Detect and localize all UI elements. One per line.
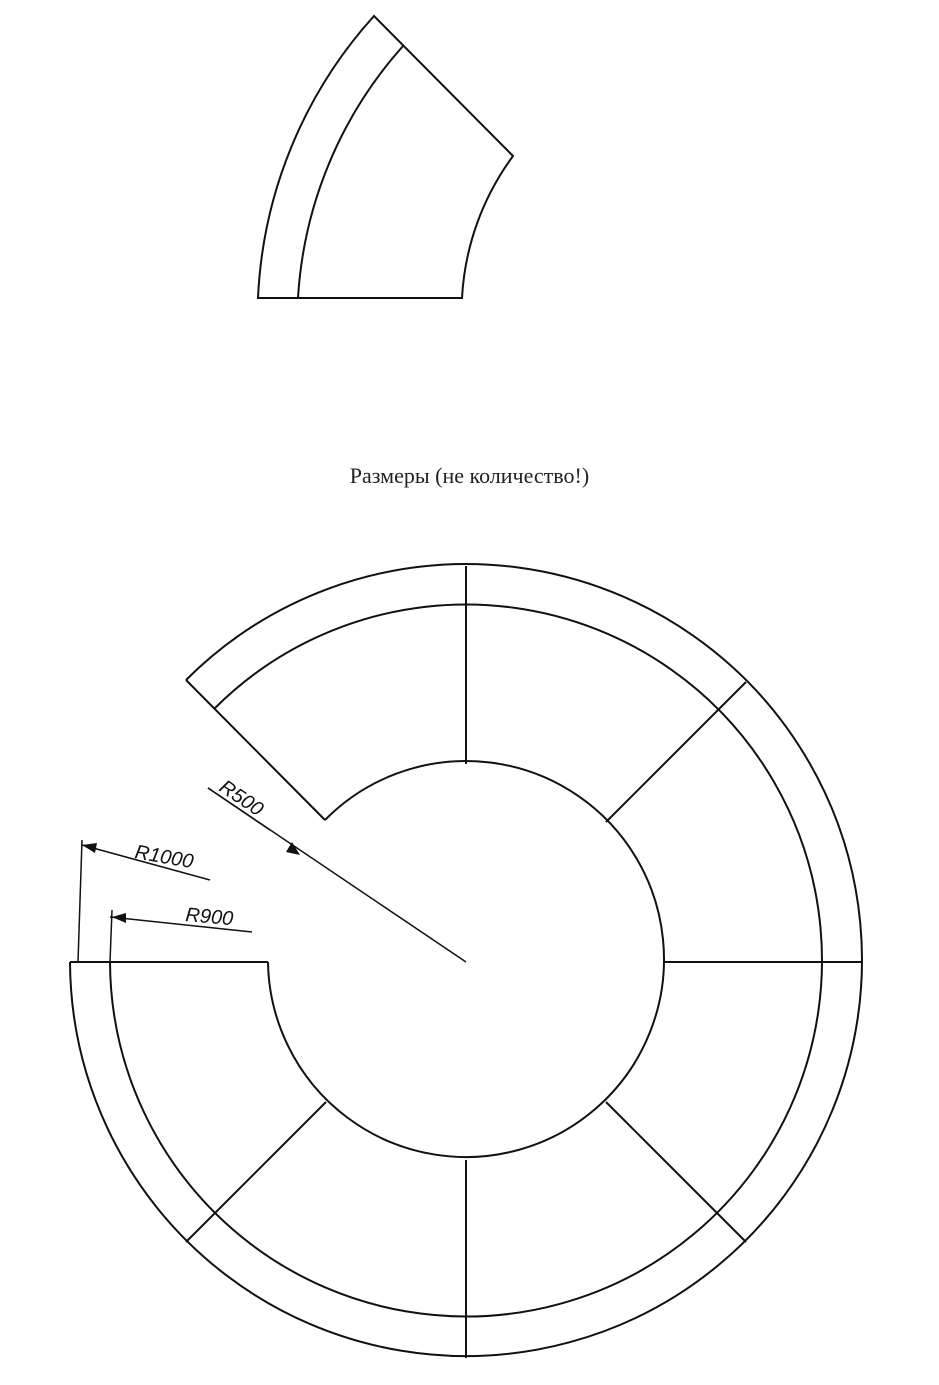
single-sector-part <box>258 16 513 298</box>
ring-assembly <box>70 564 862 1358</box>
caption-title: Размеры (не количество!) <box>349 463 590 488</box>
dimension-leaders <box>78 788 466 962</box>
dimension-label-r1000: R1000 <box>133 841 195 874</box>
dimension-label-r900: R900 <box>184 904 235 931</box>
dimension-label-r500: R500 <box>215 775 268 821</box>
